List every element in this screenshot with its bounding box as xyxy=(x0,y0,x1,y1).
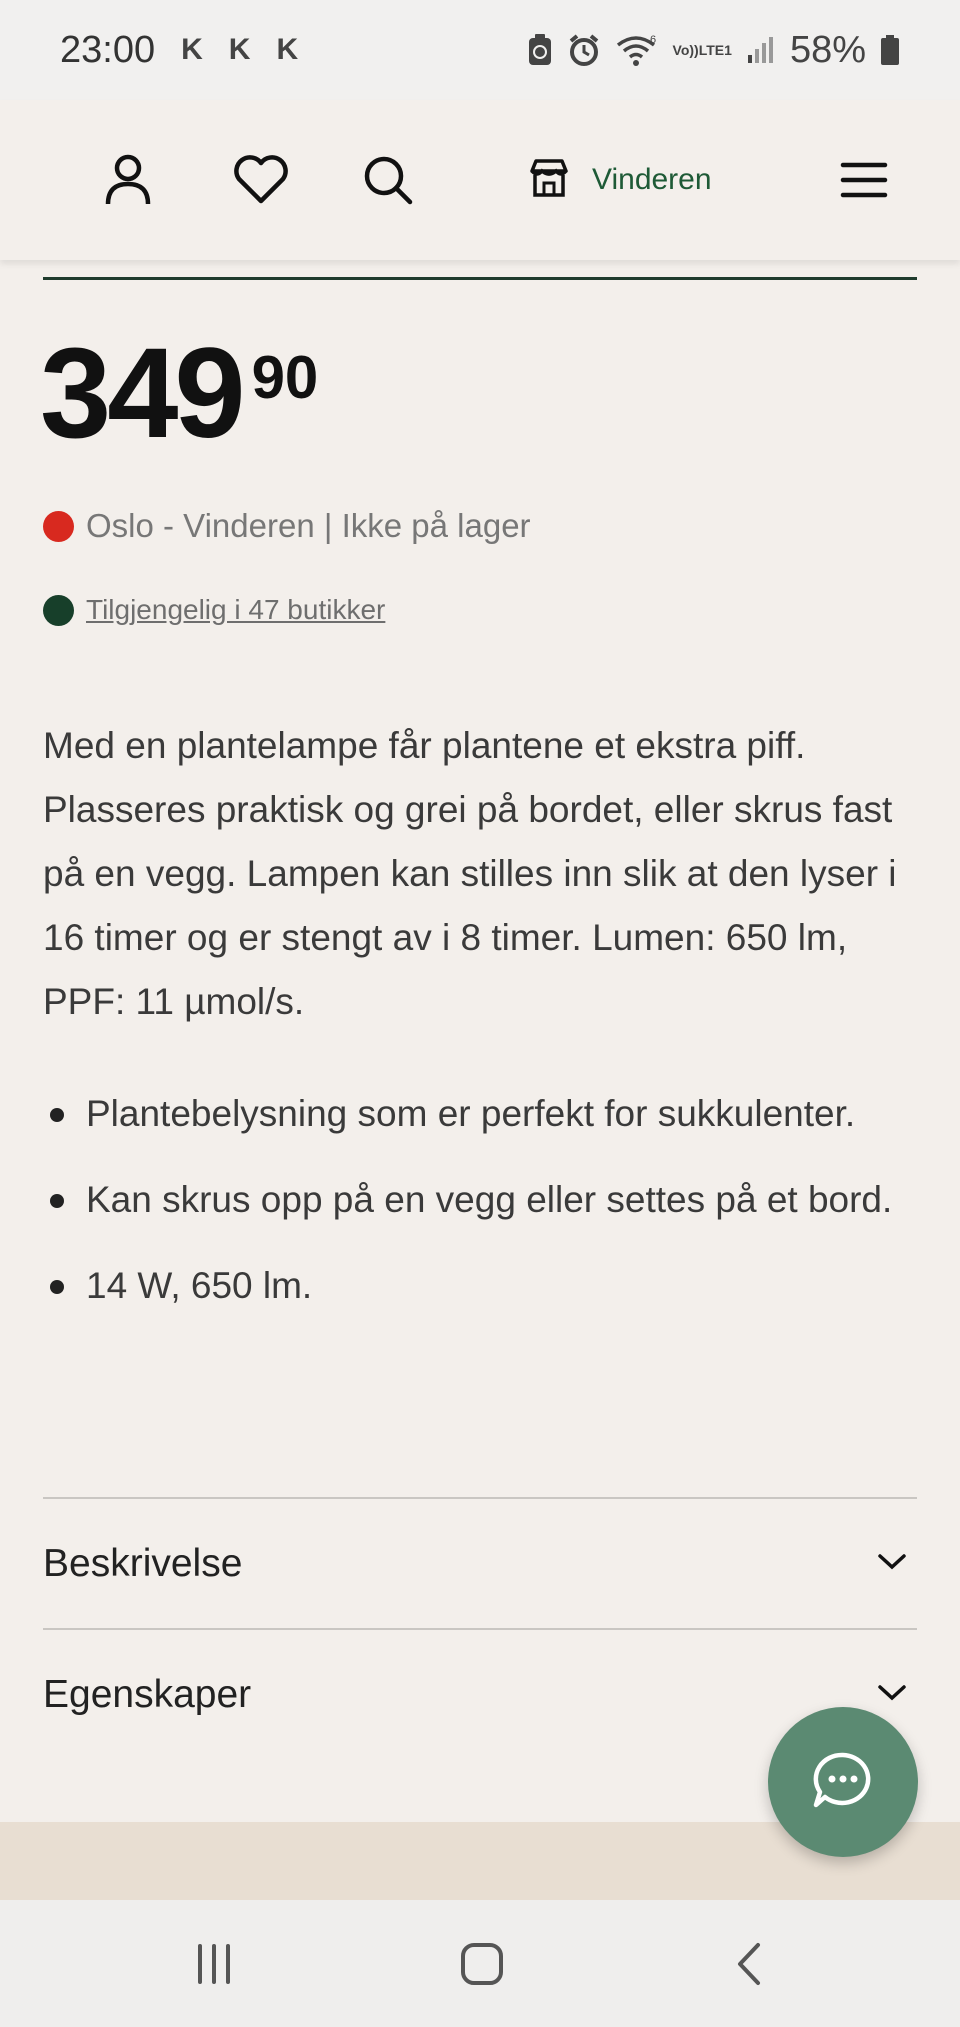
store-selector[interactable] xyxy=(528,140,712,220)
price-decimals: 90 xyxy=(251,344,319,411)
out-of-stock-indicator xyxy=(43,511,74,542)
battery-percent: 58% xyxy=(789,28,866,71)
accordion-divider xyxy=(43,1628,917,1630)
search-icon[interactable] xyxy=(348,140,428,220)
availability-link[interactable]: Tilgjengelig i 47 butikker xyxy=(86,594,386,625)
site-header xyxy=(0,100,960,260)
product-price xyxy=(40,322,319,465)
notification-k-icon: K xyxy=(276,33,299,66)
store-name: Vinderen xyxy=(592,163,712,196)
system-nav-bar xyxy=(0,1900,960,2027)
svg-text:6: 6 xyxy=(649,34,656,46)
accordion-title: Egenskaper xyxy=(43,1673,252,1716)
home-icon[interactable] xyxy=(450,1932,514,1996)
accordion-divider xyxy=(43,1497,917,1499)
accordion-beskrivelse[interactable] xyxy=(43,1500,917,1628)
notification-k-icon: K xyxy=(228,33,251,66)
clock: 23:00 xyxy=(60,28,156,71)
feature-item: Kan skrus opp på en vegg eller settes på et bord. xyxy=(43,1168,923,1232)
accordion-title: Beskrivelse xyxy=(43,1542,243,1585)
store-icon xyxy=(528,157,570,204)
account-icon[interactable] xyxy=(88,140,168,220)
wifi-icon xyxy=(615,33,659,67)
chat-bubble-icon xyxy=(811,1750,875,1815)
signal-icon xyxy=(746,35,776,65)
product-features xyxy=(43,1082,923,1340)
status-bar-right xyxy=(527,29,900,72)
chevron-down-icon xyxy=(877,1552,907,1577)
stock-status-text: Oslo - Vinderen | Ikke på lager xyxy=(86,507,531,544)
notification-k-icon: K xyxy=(181,33,203,66)
chevron-down-icon xyxy=(877,1683,907,1708)
favorites-heart-icon[interactable] xyxy=(221,140,301,220)
status-bar-left xyxy=(60,29,298,72)
status-bar xyxy=(0,0,960,100)
battery-saver-icon xyxy=(527,33,553,67)
section-divider xyxy=(43,277,917,280)
chat-button[interactable] xyxy=(768,1707,918,1857)
in-stock-indicator xyxy=(43,595,74,626)
availability-row xyxy=(43,594,385,626)
alarm-icon xyxy=(567,33,601,67)
back-icon[interactable] xyxy=(718,1932,782,1996)
battery-icon xyxy=(880,34,900,66)
feature-item: Plantebelysning som er perfekt for sukkulenter. xyxy=(43,1082,923,1146)
menu-icon[interactable] xyxy=(824,140,904,220)
store-stock-status xyxy=(43,507,531,545)
price-whole: 349 xyxy=(40,322,242,465)
feature-item: 14 W, 650 lm. xyxy=(43,1254,923,1318)
recent-apps-icon[interactable] xyxy=(182,1932,246,1996)
product-description: Med en plantelampe får plantene et ekstra piff. Plasseres praktisk og grei på bordet, eller skrus fast på en vegg. Lampen kan stilles inn slik at den lyser i 16 timer og er stengt av i 8 timer. Lumen: 650 lm, PPF: 11 µmol/s. xyxy=(43,725,897,1022)
volte-indicator: Vo)) LTE1 xyxy=(672,42,732,58)
